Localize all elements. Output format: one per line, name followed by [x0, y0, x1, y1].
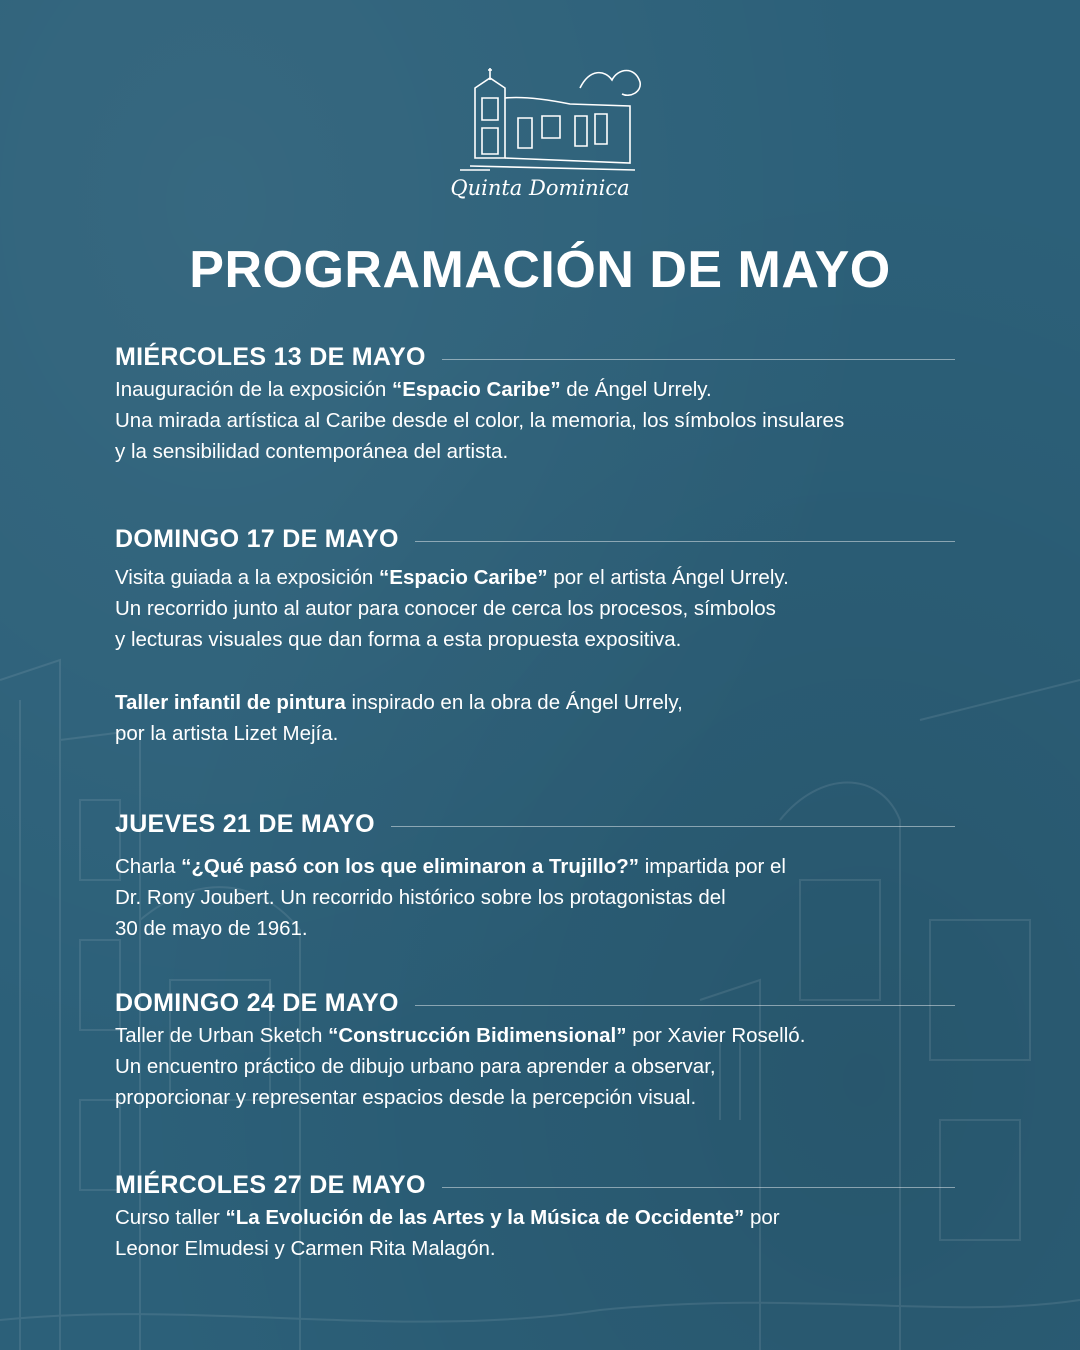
event-extra-line: por la artista Lizet Mejía.	[115, 722, 339, 745]
quinta-dominica-logo	[430, 58, 650, 208]
event-may-27	[115, 1168, 955, 1264]
event-date: DOMINGO 24 DE MAYO	[115, 988, 399, 1017]
event-extra-line: Taller infantil de pintura inspirado en la obra de Ángel Urrely,	[115, 691, 683, 714]
event-text-line: y lecturas visuales que dan forma a esta propuesta expositiva.	[115, 628, 682, 651]
divider-line	[415, 1005, 955, 1006]
event-may-13	[115, 340, 955, 467]
house-sketch-icon	[430, 58, 650, 178]
event-text-line: Inauguración de la exposición “Espacio Caribe” de Ángel Urrely.	[115, 378, 712, 401]
event-date: DOMINGO 17 DE MAYO	[115, 524, 399, 553]
event-may-24	[115, 986, 955, 1113]
event-text-line: proporcionar y representar espacios desde la percepción visual.	[115, 1086, 697, 1109]
event-text-line: Leonor Elmudesi y Carmen Rita Malagón.	[115, 1237, 496, 1260]
event-may-21	[115, 807, 955, 944]
event-text-line: Charla “¿Qué pasó con los que eliminaron a Trujillo?” impartida por el	[115, 855, 786, 878]
event-text-line: Curso taller “La Evolución de las Artes y la Música de Occidente” por	[115, 1206, 780, 1229]
event-date: MIÉRCOLES 27 DE MAYO	[115, 1170, 426, 1199]
logo-name: Quinta Dominica	[450, 176, 630, 200]
event-date-row	[115, 1168, 955, 1202]
divider-line	[391, 826, 955, 827]
event-may-17	[115, 522, 955, 749]
event-date: MIÉRCOLES 13 DE MAYO	[115, 342, 426, 371]
event-text-line: Un encuentro práctico de dibujo urbano para aprender a observar,	[115, 1055, 716, 1078]
event-text-line: Una mirada artística al Caribe desde el color, la memoria, los símbolos insulares	[115, 409, 845, 432]
page-title: PROGRAMACIÓN DE MAYO	[189, 241, 891, 299]
event-text-line: Un recorrido junto al autor para conocer de cerca los procesos, símbolos	[115, 597, 776, 620]
event-date-row	[115, 522, 955, 556]
divider-line	[442, 359, 955, 360]
event-date-row	[115, 340, 955, 374]
divider-line	[442, 1187, 955, 1188]
event-text-line: y la sensibilidad contemporánea del artista.	[115, 440, 509, 463]
event-text-line: Dr. Rony Joubert. Un recorrido histórico sobre los protagonistas del	[115, 886, 726, 909]
event-date-row	[115, 986, 955, 1020]
event-date: JUEVES 21 DE MAYO	[115, 809, 375, 838]
event-text-line: Visita guiada a la exposición “Espacio Caribe” por el artista Ángel Urrely.	[115, 566, 789, 589]
event-text-line: Taller de Urban Sketch “Construcción Bidimensional” por Xavier Roselló.	[115, 1024, 806, 1047]
divider-line	[415, 541, 955, 542]
event-text-line: 30 de mayo de 1961.	[115, 917, 308, 940]
event-date-row	[115, 807, 955, 841]
